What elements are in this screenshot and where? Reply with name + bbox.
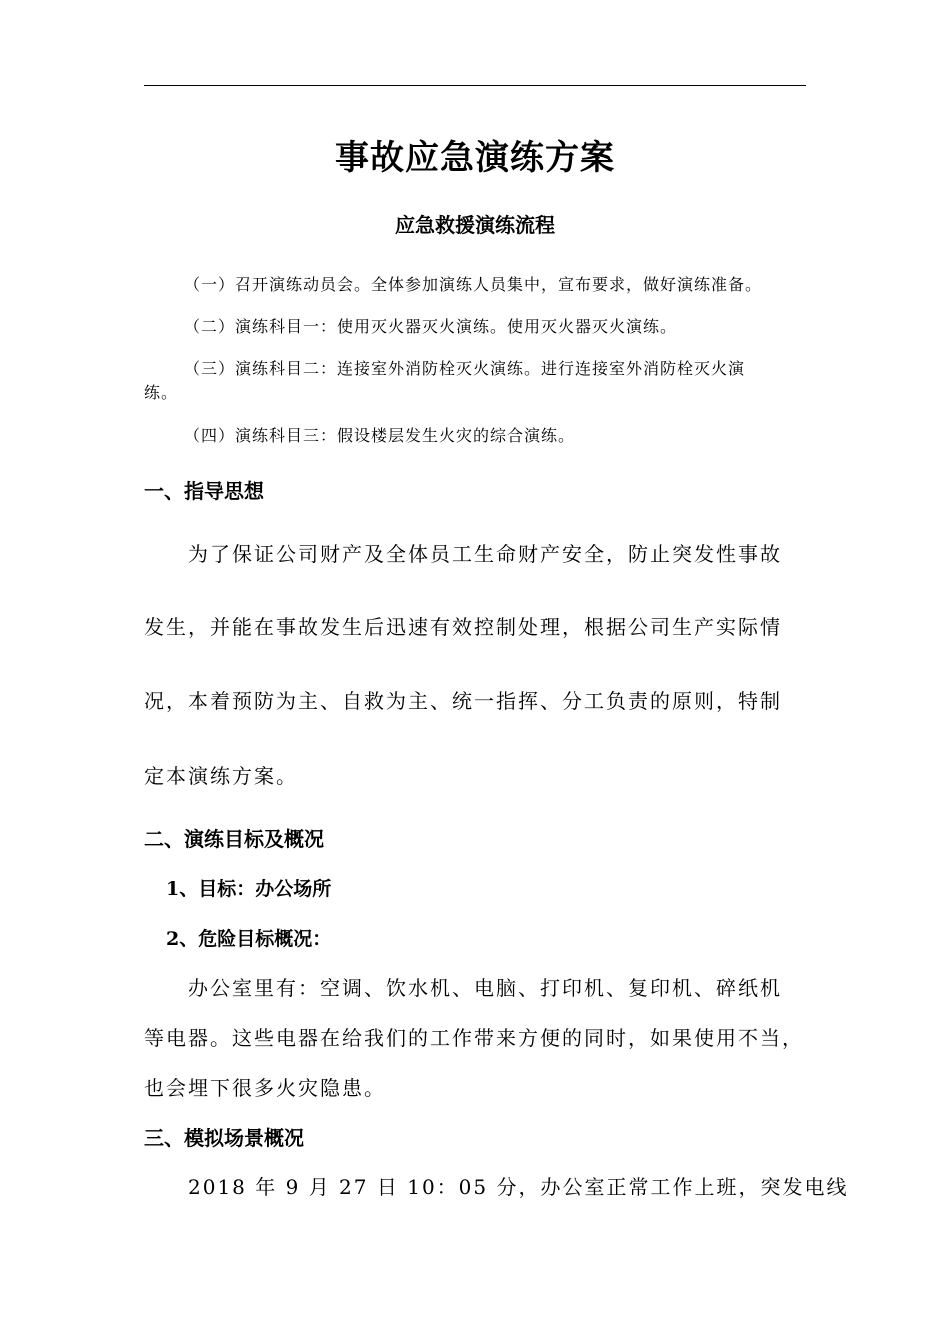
document-subtitle: 应急救援演练流程 [395,213,555,237]
header-rule [144,85,806,86]
section-1-line: 发生，并能在事故发生后迅速有效控制处理，根据公司生产实际情 [144,615,782,639]
section-2-line: 也会埋下很多火灾隐患。 [144,1076,386,1100]
step-3: （三）演练科目二：连接室外消防栓灭火演练。进行连接室外消防栓灭火演 [184,359,746,378]
step-3-cont: 练。 [144,383,179,402]
section-2-heading: 二、演练目标及概况 [144,827,324,851]
section-3-heading: 三、模拟场景概况 [144,1126,304,1150]
step-4: （四）演练科目三：假设楼层发生火灾的综合演练。 [184,426,576,445]
section-3-line: 2018 年 9 月 27 日 10：05 分，办公室正常工作上班，突发电线 [188,1175,849,1199]
document-title: 事故应急演练方案 [335,138,615,178]
section-1-heading: 一、指导思想 [144,479,264,503]
section-2-line: 办公室里有：空调、饮水机、电脑、打印机、复印机、碎纸机 [188,976,782,1000]
section-1-line: 定本演练方案。 [144,764,298,788]
section-2-line: 等电器。这些电器在给我们的工作带来方便的同时，如果使用不当， [144,1026,804,1050]
section-1-line: 为了保证公司财产及全体员工生命财产安全，防止突发性事故 [188,542,782,566]
section-2-item-1: 1、目标：办公场所 [166,878,332,900]
step-2: （二）演练科目一：使用灭火器灭火演练。使用灭火器灭火演练。 [184,317,678,336]
section-1-line: 况，本着预防为主、自救为主、统一指挥、分工负责的原则，特制 [144,689,782,713]
section-2-item-2: 2、危险目标概况： [166,928,332,950]
step-1: （一）召开演练动员会。全体参加演练人员集中，宣布要求，做好演练准备。 [184,275,763,294]
